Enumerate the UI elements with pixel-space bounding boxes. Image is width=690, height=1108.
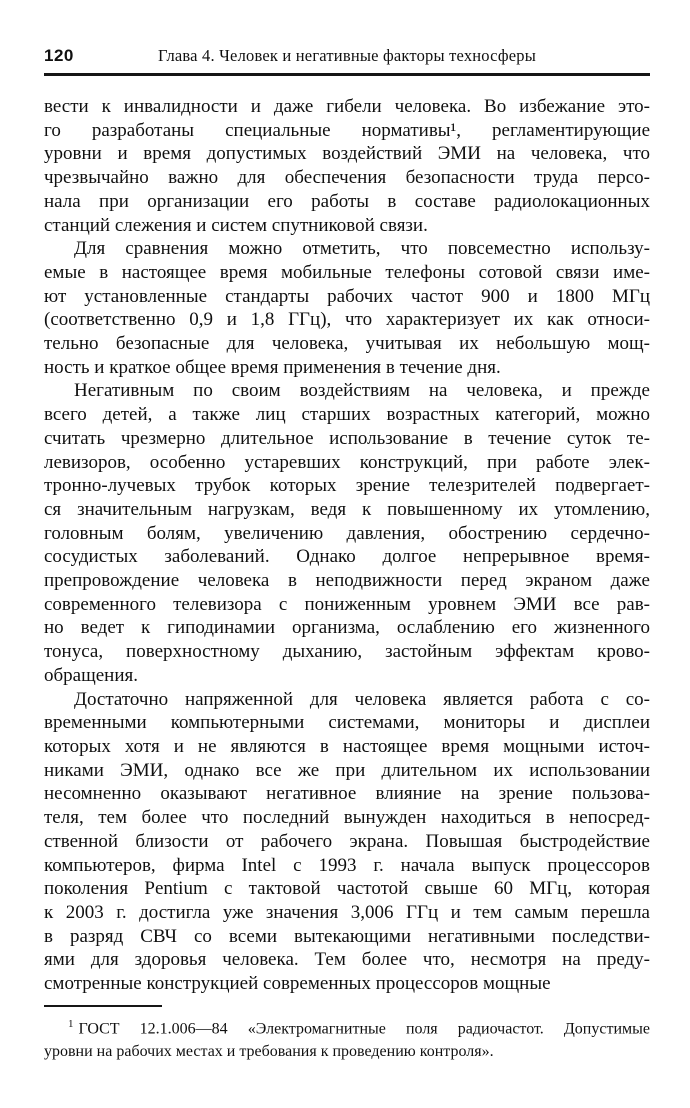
text-line: современного телевизора с пониженным уровнем ЭМИ все рав- bbox=[44, 593, 650, 615]
text-line: но ведет к гиподинамии организма, ослаблению его жизненного bbox=[44, 617, 650, 639]
text-line: смотренные конструкцией современных процессоров мощные bbox=[44, 973, 551, 995]
text-line: уровни и время допустимых воздействий ЭМИ на человека, что bbox=[44, 143, 650, 165]
footnote-text: ГОСТ 12.1.006—84 «Электромагнитные поля радиочастот. Допустимые bbox=[78, 1020, 650, 1038]
text-line: поколения Pentium с тактовой частотой свыше 60 МГц, которая bbox=[44, 878, 650, 900]
text-line: ют установленные стандарты рабочих частот 900 и 1800 МГц bbox=[44, 285, 650, 307]
text-line: считать чрезмерно длительное использование в течение суток те- bbox=[44, 427, 650, 449]
text-line: несомненно оказывают негативное влияние на зрение пользова- bbox=[44, 783, 650, 805]
text-line: Негативным по своим воздействиям на человека, и прежде bbox=[74, 380, 650, 402]
text-line: тронно-лучевых трубок которых зрение телезрителей подвергает- bbox=[44, 475, 650, 497]
text-line: (соответственно 0,9 и 1,8 ГГц), что характеризует их как относи- bbox=[44, 309, 650, 331]
text-line: ями для здоровья человека. Тем более что, несмотря на преду- bbox=[44, 949, 650, 971]
text-line: компьютеров, фирма Intel с 1993 г. начала выпуск процессоров bbox=[44, 854, 650, 876]
footnote-marker: 1 bbox=[68, 1017, 74, 1030]
text-line: ность и краткое общее время применения в течение дня. bbox=[44, 356, 501, 378]
paragraph bbox=[44, 237, 650, 379]
text-line: никами ЭМИ, однако все же при длительном их использовании bbox=[44, 759, 650, 781]
paragraph bbox=[44, 379, 650, 687]
text-line: емые в настоящее время мобильные телефоны сотовой связи име- bbox=[44, 261, 650, 283]
text-line: Достаточно напряженной для человека является работа с со- bbox=[74, 688, 650, 710]
paragraph bbox=[44, 95, 650, 237]
text-line: го разработаны специальные нормативы¹, регламентирующие bbox=[44, 119, 650, 141]
text-line: сосудистых заболеваний. Однако долгое непрерывное время- bbox=[44, 546, 650, 568]
text-line: ственной близости от рабочего экрана. Повышая быстродействие bbox=[44, 830, 650, 852]
text-line: к 2003 г. достигла уже значения 3,006 ГГц и тем самым перешла bbox=[44, 901, 650, 923]
text-line: теля, тем более что последний вынужден находиться в непосред- bbox=[44, 807, 650, 829]
text-line: головным болям, увеличению давления, обострению сердечно- bbox=[44, 522, 650, 544]
text-line: которых хотя и не являются в настоящее время мощными источ- bbox=[44, 735, 650, 757]
text-line: Для сравнения можно отметить, что повсеместно использу- bbox=[74, 238, 650, 260]
text-line: нала при организации его работы в составе радиолокационных bbox=[44, 190, 650, 212]
body-text bbox=[44, 95, 650, 996]
text-line: станций слежения и систем спутниковой связи. bbox=[44, 214, 428, 236]
text-line: чрезвычайно важно для обеспечения безопасности труда персо- bbox=[44, 167, 650, 189]
text-line: в разряд СВЧ со всеми вытекающими негативными последстви- bbox=[44, 925, 650, 947]
text-line: тонуса, поверхностному дыханию, застойным эффектам крово- bbox=[44, 641, 650, 663]
text-line: временными компьютерными системами, мониторы и дисплеи bbox=[44, 712, 650, 734]
footnote-line bbox=[44, 1013, 650, 1041]
footnote-separator bbox=[44, 1005, 162, 1007]
text-line: левизоров, особенно устаревших конструкций, при работе элек- bbox=[44, 451, 650, 473]
footnote-line: уровни на рабочих местах и требования к проведению контроля». bbox=[44, 1042, 494, 1060]
text-line: вести к инвалидности и даже гибели человека. Во избежание это- bbox=[44, 96, 650, 117]
page-number: 120 bbox=[44, 46, 74, 65]
header-rule bbox=[44, 73, 650, 76]
footnote bbox=[44, 1005, 650, 1063]
page-header bbox=[44, 46, 650, 67]
text-line: препровождение человека в неподвижности перед экраном даже bbox=[44, 570, 650, 592]
text-line: всего детей, а также лиц старших возрастных категорий, можно bbox=[44, 404, 650, 426]
paragraph bbox=[44, 688, 650, 996]
running-head: Глава 4. Человек и негативные факторы техносферы bbox=[157, 46, 537, 65]
text-line: обращения. bbox=[44, 664, 138, 686]
text-line: тельно безопасные для человека, учитывая их небольшую мощ- bbox=[44, 333, 650, 355]
text-line: ся значительным нагрузкам, ведя к повышенному их утомлению, bbox=[44, 498, 650, 520]
